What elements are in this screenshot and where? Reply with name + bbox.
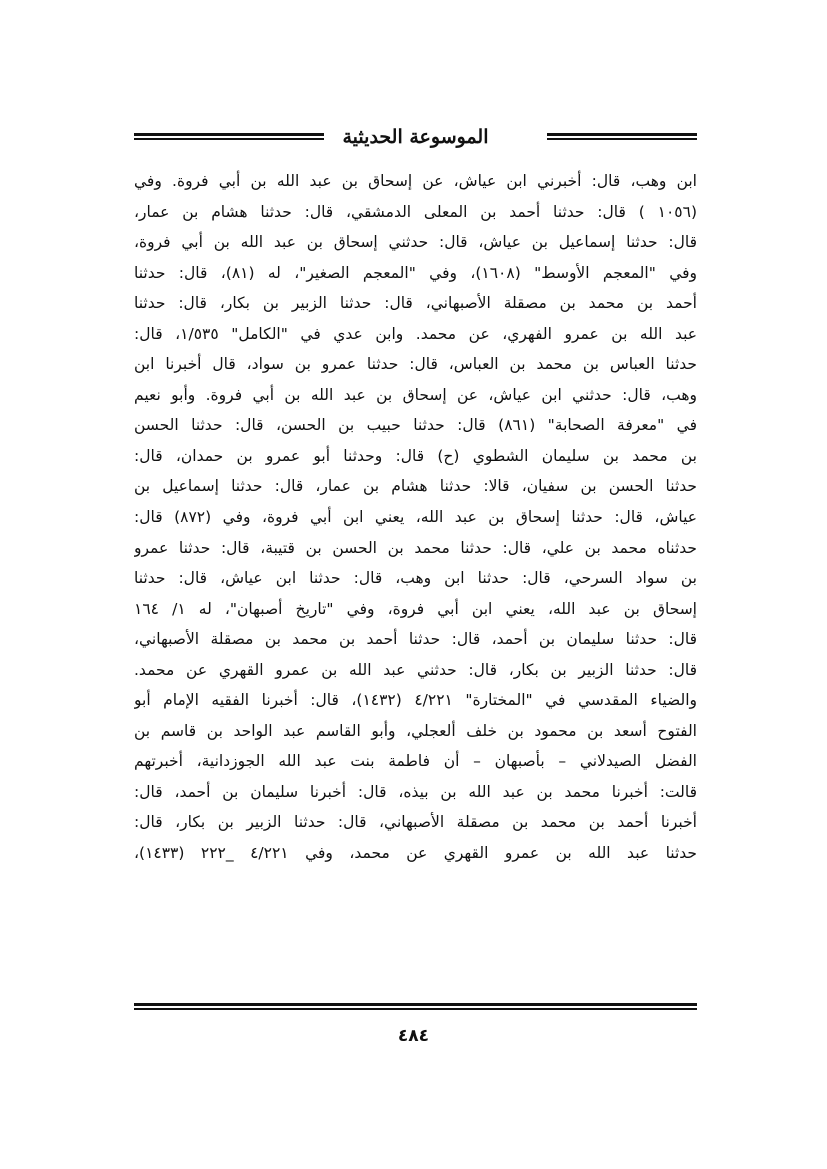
text-line: والضياء المقدسي في "المختارة" ٤/٢٢١ (١٤٣٢)، قال: أخبرنا الفقيه الإمام أبو [134,691,697,710]
text-line: حدثناه محمد بن علي، قال: حدثنا محمد بن الحسن بن قتيبة، قال: حدثنا عمرو [134,538,697,557]
text-line: عبد الله بن عمرو الفهري، عن محمد. وابن عدي في "الكامل" ١/٥٣٥، قال: [134,324,697,343]
text-line: إسحاق بن عبد الله، يعني ابن أبي فروة، وفي "تاريخ أصبهان"، له ١/ ١٦٤ [134,599,697,618]
text-line: بن محمد بن سليمان الشطوي (ح) قال: وحدثنا أبو عمرو بن حمدان، قال: [134,446,697,465]
text-line: عياش، قال: حدثنا إسحاق بن عبد الله، يعني ابن أبي فروة، وفي (٨٧٢) قال: [134,508,697,527]
text-line: أخبرنا أحمد بن محمد بن مصقلة الأصبهاني، قال: حدثنا الزبير بن بكار، قال: [134,813,697,832]
text-line: حدثنا العباس بن محمد بن العباس، قال: حدثنا عمرو بن سواد، قال أخبرنا ابن [134,355,697,374]
text-line: حدثنا عبد الله بن عمرو القهري عن محمد، وفي ٤/٢٢١ _٢٢٢ (١٤٣٣)، [134,844,697,863]
text-line: قال: حدثنا إسماعيل بن عياش، قال: حدثني إسحاق بن عبد الله بن أبي فروة، [134,233,697,252]
text-line: قال: حدثنا الزبير بن بكار، قال: حدثني عبد الله بن عمرو القهري عن محمد. [134,660,697,679]
text-line: الفضل الصيدلاني – بأصبهان – أن فاطمة بنت عبد الله الجوزدانية، أخبرتهم [134,752,697,771]
text-line: الفتوح أسعد بن محمود بن خلف ألعجلي، وأبو القاسم عبد الواحد بن قاسم بن [134,721,697,740]
body-text [134,166,697,869]
running-header [134,122,697,152]
text-line: (١٠٥٦ ) قال: حدثنا أحمد بن المعلى الدمشقي، قال: حدثنا هشام بن عمار، [134,202,697,221]
text-line: أحمد بن محمد بن مصقلة الأصبهاني، قال: حدثنا الزبير بن بكار، قال: حدثنا [134,294,697,313]
text-line: ابن وهب، قال: أخبرني ابن عياش، عن إسحاق بن عبد الله بن أبي فروة. وفي [134,172,697,190]
header-rule-left [134,133,324,140]
text-line: حدثنا الحسن بن سفيان، قالا: حدثنا هشام بن عمار، قال: حدثنا إسماعيل بن [134,477,697,496]
text-line: في "معرفة الصحابة" (٨٦١) قال: حدثنا حبيب بن الحسن، قال: حدثنا الحسن [134,416,697,435]
footer-rule [134,1003,697,1010]
page-number: ٤٨٤ [397,1026,430,1046]
text-line: وهب، قال: حدثني ابن عياش، عن إسحاق بن عبد الله بن أبي فروة. وأبو نعيم [134,385,697,404]
text-line: قالت: أخبرنا محمد بن عبد الله بن بيذه، قال: أخبرنا سليمان بن أحمد، قال: [134,782,697,801]
text-line: وفي "المعجم الأوسط" (١٦٠٨)، وفي "المعجم الصغير"، له (٨١)، قال: حدثنا [134,263,697,282]
header-title: الموسوعة الحديثية [342,126,489,148]
text-line: بن سواد السرحي، قال: حدثنا ابن وهب، قال: حدثنا ابن عياش، قال: حدثنا [134,569,697,588]
text-line: قال: حدثنا سليمان بن أحمد، قال: حدثنا أحمد بن محمد بن مصقلة الأصبهاني، [134,630,697,649]
